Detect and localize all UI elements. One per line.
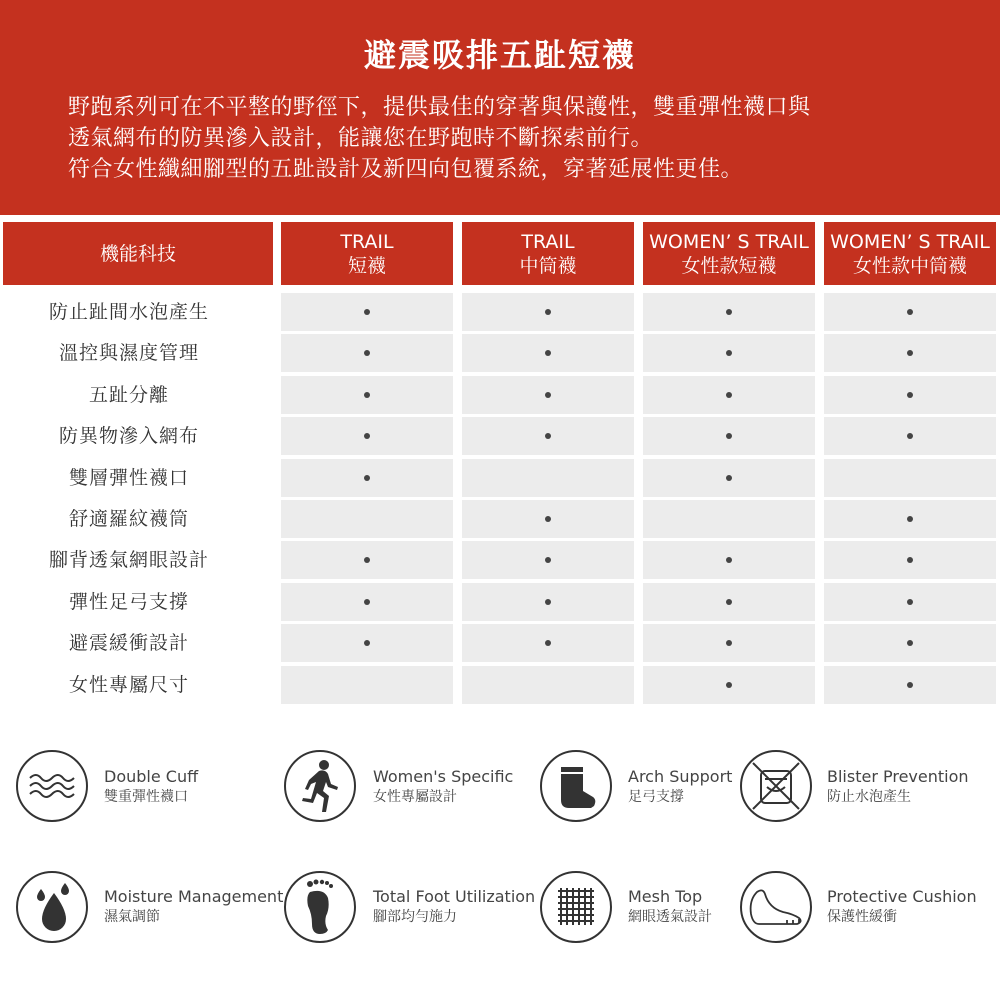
table-cell bbox=[824, 293, 996, 331]
table-cell bbox=[462, 666, 634, 704]
table-cell bbox=[462, 500, 634, 538]
header-banner bbox=[0, 0, 1000, 215]
legend-label bbox=[628, 767, 732, 807]
feature-row-label: 防異物滲入網布 bbox=[58, 425, 199, 447]
feature-dot-icon bbox=[907, 682, 913, 688]
column-header-line: 女性款中筒襪 bbox=[852, 254, 967, 277]
table-cell bbox=[281, 293, 453, 331]
table-cell bbox=[281, 459, 453, 497]
page-title: 避震吸排五趾短襪 bbox=[363, 36, 636, 74]
feature-dot-icon bbox=[726, 433, 732, 439]
table-cell bbox=[643, 541, 815, 579]
feature-dot-icon bbox=[545, 350, 551, 356]
column-header-line: 短襪 bbox=[347, 254, 386, 277]
table-cell bbox=[462, 417, 634, 455]
feature-dot-icon bbox=[726, 599, 732, 605]
description-line: 野跑系列可在不平整的野徑下，提供最佳的穿著與保護性，雙重彈性襪口與 bbox=[68, 95, 811, 120]
table-cell bbox=[281, 583, 453, 621]
feature-header-label: 機能科技 bbox=[99, 242, 176, 265]
feature-dot-icon bbox=[364, 433, 370, 439]
runner-icon bbox=[284, 750, 356, 822]
mesh-icon bbox=[540, 871, 612, 943]
legend-label bbox=[827, 887, 977, 927]
legend-label-zh: 濕氣調節 bbox=[104, 909, 160, 925]
legend-label bbox=[104, 767, 198, 807]
table-cell bbox=[462, 293, 634, 331]
feature-dot-icon bbox=[907, 516, 913, 522]
feature-row-label: 彈性足弓支撐 bbox=[68, 591, 189, 613]
feature-dot-icon bbox=[545, 599, 551, 605]
column-header-line: TRAIL bbox=[340, 230, 394, 253]
feature-dot-icon bbox=[726, 392, 732, 398]
legend-label-en: Arch Support bbox=[628, 767, 733, 786]
description-line: 透氣網布的防異滲入設計，能讓您在野跑時不斷探索前行。 bbox=[68, 126, 654, 151]
feature-dot-icon bbox=[545, 640, 551, 646]
feature-dot-icon bbox=[726, 309, 732, 315]
footprint-icon bbox=[284, 871, 356, 943]
table-cell bbox=[824, 666, 996, 704]
table-cell bbox=[824, 541, 996, 579]
feature-dot-icon bbox=[364, 350, 370, 356]
water-drop-icon bbox=[16, 871, 88, 943]
legend-label bbox=[373, 767, 513, 807]
feature-row-label: 腳背透氣網眼設計 bbox=[48, 549, 209, 571]
table-cell bbox=[462, 541, 634, 579]
feature-row-label: 避震緩衝設計 bbox=[68, 632, 189, 654]
description-line: 符合女性纖細腳型的五趾設計及新四向包覆系統，穿著延展性更佳。 bbox=[68, 157, 744, 182]
legend-label-en: Total Foot Utilization bbox=[373, 887, 536, 906]
table-cell bbox=[824, 459, 996, 497]
legend-label bbox=[373, 887, 535, 927]
feature-row-label: 防止趾間水泡產生 bbox=[48, 301, 209, 323]
feature-dot-icon bbox=[364, 392, 370, 398]
table-cell bbox=[462, 459, 634, 497]
feature-dot-icon bbox=[364, 557, 370, 563]
column-header-trail-short bbox=[281, 222, 453, 285]
legend-label-en: Women's Specific bbox=[373, 767, 514, 786]
foot-outline-icon bbox=[740, 871, 812, 943]
feature-dot-icon bbox=[726, 350, 732, 356]
feature-row-label: 雙層彈性襪口 bbox=[68, 467, 189, 489]
feature-dot-icon bbox=[726, 557, 732, 563]
legend-label-zh: 女性專屬設計 bbox=[373, 789, 457, 805]
table-cell bbox=[643, 376, 815, 414]
legend-label-zh: 防止水泡產生 bbox=[827, 789, 911, 805]
legend-label-zh: 保護性緩衝 bbox=[827, 909, 897, 925]
column-header-line: TRAIL bbox=[521, 230, 575, 253]
product-description bbox=[68, 92, 968, 185]
table-cell bbox=[462, 583, 634, 621]
feature-dot-icon bbox=[907, 640, 913, 646]
feature-dot-icon bbox=[545, 557, 551, 563]
legend-label-en: Mesh Top bbox=[628, 887, 703, 906]
feature-dot-icon bbox=[364, 640, 370, 646]
table-cell bbox=[643, 500, 815, 538]
table-cell bbox=[643, 583, 815, 621]
column-header-womens-trail-short bbox=[643, 222, 815, 285]
legend-label-en: Protective Cushion bbox=[827, 887, 977, 906]
legend-label-zh: 腳部均勻施力 bbox=[373, 909, 457, 925]
legend-label bbox=[827, 767, 969, 807]
table-cell bbox=[643, 293, 815, 331]
feature-dot-icon bbox=[907, 599, 913, 605]
table-cell bbox=[643, 666, 815, 704]
feature-row-label: 女性專屬尺寸 bbox=[68, 674, 189, 696]
table-cell bbox=[824, 334, 996, 372]
table-cell bbox=[824, 417, 996, 455]
table-cell bbox=[643, 417, 815, 455]
waves-icon bbox=[16, 750, 88, 822]
feature-dot-icon bbox=[726, 640, 732, 646]
feature-dot-icon bbox=[726, 475, 732, 481]
column-header-womens-trail-crew bbox=[824, 222, 996, 285]
feature-dot-icon bbox=[726, 682, 732, 688]
feature-dot-icon bbox=[907, 392, 913, 398]
feature-row-label: 溫控與濕度管理 bbox=[58, 342, 199, 364]
table-cell bbox=[281, 624, 453, 662]
legend-label-zh: 雙重彈性襪口 bbox=[104, 789, 188, 805]
column-header-line: 女性款短襪 bbox=[681, 254, 777, 277]
feature-dot-icon bbox=[907, 350, 913, 356]
table-cell bbox=[281, 541, 453, 579]
legend-label bbox=[104, 887, 283, 927]
table-cell bbox=[824, 624, 996, 662]
table-cell bbox=[281, 334, 453, 372]
table-cell bbox=[824, 376, 996, 414]
feature-dot-icon bbox=[907, 557, 913, 563]
table-cell bbox=[281, 417, 453, 455]
feature-dot-icon bbox=[907, 433, 913, 439]
table-cell bbox=[462, 334, 634, 372]
table-cell bbox=[824, 500, 996, 538]
legend-label-en: Moisture Management bbox=[104, 887, 284, 906]
legend-label-en: Double Cuff bbox=[104, 767, 199, 786]
feature-dot-icon bbox=[545, 433, 551, 439]
table-cell bbox=[281, 376, 453, 414]
column-header-line: 中筒襪 bbox=[519, 254, 577, 277]
no-blister-icon bbox=[740, 750, 812, 822]
feature-dot-icon bbox=[364, 599, 370, 605]
sock-icon bbox=[540, 750, 612, 822]
table-cell bbox=[824, 583, 996, 621]
column-header-line: WOMEN’ S TRAIL bbox=[830, 230, 990, 253]
column-header-line: WOMEN’ S TRAIL bbox=[649, 230, 809, 253]
table-cell bbox=[281, 500, 453, 538]
feature-dot-icon bbox=[545, 309, 551, 315]
table-cell bbox=[281, 666, 453, 704]
table-cell bbox=[643, 459, 815, 497]
table-cell bbox=[462, 376, 634, 414]
feature-row-label: 舒適羅紋襪筒 bbox=[68, 508, 189, 530]
column-header-trail-crew bbox=[462, 222, 634, 285]
table-cell bbox=[462, 624, 634, 662]
legend-label-zh: 網眼透氣設計 bbox=[628, 909, 712, 925]
legend-label-en: Blister Prevention bbox=[827, 767, 969, 786]
table-cell bbox=[643, 624, 815, 662]
feature-column-header bbox=[3, 222, 273, 285]
legend-label-zh: 足弓支撐 bbox=[628, 789, 684, 805]
feature-dot-icon bbox=[545, 392, 551, 398]
legend-label bbox=[628, 887, 712, 927]
table-cell bbox=[643, 334, 815, 372]
feature-dot-icon bbox=[545, 516, 551, 522]
feature-dot-icon bbox=[907, 309, 913, 315]
feature-row-label: 五趾分離 bbox=[88, 384, 169, 406]
feature-dot-icon bbox=[364, 475, 370, 481]
feature-dot-icon bbox=[364, 309, 370, 315]
